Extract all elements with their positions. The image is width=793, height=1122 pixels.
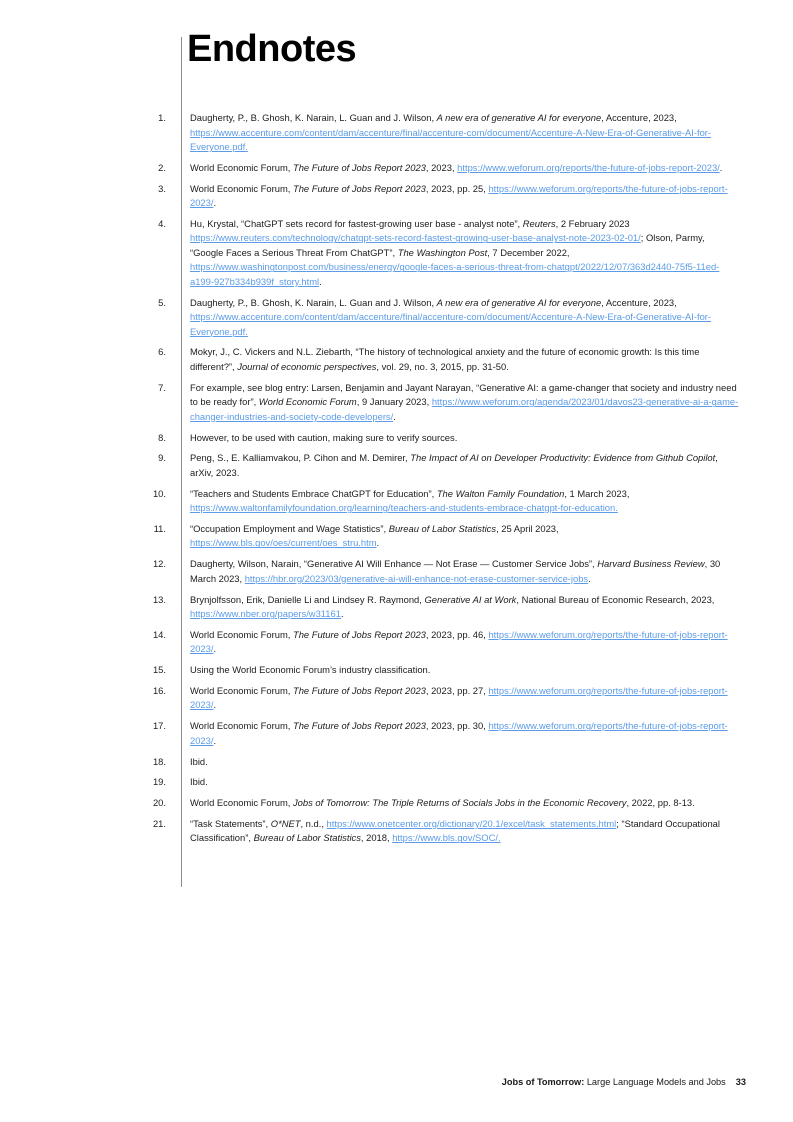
endnote-link[interactable]: https://www.accenture.com/content/dam/accenture/final/accenture-com/document/Accenture-A-New-Era-of-Generative-AI-for-Everyone.pdf.: [190, 126, 712, 152]
endnote-text: [190, 797, 695, 808]
endnote-text-segment: , 2023, pp. 46,: [425, 628, 489, 640]
endnote-number: 18.: [152, 755, 166, 767]
endnote-number: 3.: [158, 182, 166, 194]
endnote-text-segment: , National Bureau of Economic Research, 2023,: [516, 593, 715, 605]
footer-report-name: Jobs of Tomorrow:: [501, 1077, 585, 1087]
endnote-link[interactable]: https://www.weforum.org/reports/the-future-of-jobs-report-2023/: [190, 182, 728, 209]
endnote-text: [190, 756, 208, 767]
endnote-text-segment: , 2018,: [360, 832, 393, 844]
endnote-number: 20.: [152, 797, 166, 809]
endnote-number: 17.: [152, 720, 166, 732]
endnote-item: [0, 345, 740, 374]
endnote-text-segment: “Occupation Employment and Wage Statistics”,: [190, 522, 389, 534]
endnote-source-title: The Future of Jobs Report 2023: [292, 720, 426, 732]
endnote-text-segment: , 30 March 2023,: [190, 558, 721, 584]
endnote-item: [0, 431, 740, 446]
page-title: Endnotes: [187, 28, 357, 70]
endnote-text-segment: , vol. 29, no. 3, 2015, pp. 31-50.: [376, 360, 509, 372]
endnote-source-title: The Future of Jobs Report 2023: [292, 628, 426, 640]
endnote-text-segment: .: [213, 699, 217, 711]
endnote-text: [190, 112, 711, 152]
endnote-number: 4.: [158, 217, 166, 229]
endnote-number: 11.: [153, 522, 166, 534]
endnote-link[interactable]: https://www.weforum.org/reports/the-future-of-jobs-report-2023/: [190, 684, 728, 711]
endnote-number: 15.: [152, 664, 166, 676]
endnote-text-segment: , 2023, pp. 30,: [425, 720, 489, 732]
page-number: 33: [735, 1077, 746, 1087]
endnote-text-segment: , 2022, pp. 8-13.: [626, 797, 695, 809]
endnote-number: 14.: [152, 628, 166, 640]
endnote-text: [190, 558, 720, 584]
endnote-text-segment: .: [213, 197, 217, 209]
endnote-text: [190, 346, 699, 372]
endnote-text-segment: Daugherty, P., B. Ghosh, K. Narain, L. Guan and J. Wilson,: [190, 296, 437, 308]
endnote-item: [0, 217, 740, 290]
endnote-text-segment: .: [213, 643, 217, 655]
endnote-text: [190, 432, 457, 443]
endnote-number: 21.: [152, 817, 166, 829]
endnote-item: [0, 557, 740, 586]
endnote-text-segment: , arXiv, 2023.: [190, 452, 718, 478]
endnote-text-segment: Ibid.: [190, 755, 208, 767]
endnote-source-title: Journal of economic perspectives: [237, 360, 377, 372]
endnote-link[interactable]: https://www.weforum.org/reports/the-future-of-jobs-report-2023/: [457, 161, 720, 173]
endnote-text-segment: Mokyr, J., C. Vickers and N.L. Ziebarth, “The history of technological anxiety and the future of economic growth: Is this time different?”,: [190, 346, 700, 372]
endnote-text-segment: Using the World Economic Forum’s industry classification.: [190, 664, 431, 676]
endnote-number: 19.: [152, 776, 166, 788]
endnote-item: [0, 628, 740, 657]
endnote-text-segment: , n.d.,: [300, 817, 327, 829]
endnote-link[interactable]: https://www.weforum.org/agenda/2023/01/davos23-generative-ai-a-game-changer-industries-and-society-code-developers/: [190, 396, 739, 422]
endnote-text-segment: “Teachers and Students Embrace ChatGPT for Education”,: [190, 487, 437, 499]
endnote-source-title: A new era of generative AI for everyone: [436, 296, 602, 308]
endnote-number: 8.: [158, 431, 166, 443]
endnote-text-segment: ; Olson, Parmy, “Google Faces a Serious Threat From ChatGPT”,: [190, 232, 705, 258]
endnote-number: 16.: [152, 684, 166, 696]
endnote-item: [0, 451, 740, 480]
endnote-text-segment: .: [319, 275, 322, 287]
endnote-number: 7.: [158, 381, 166, 393]
endnote-source-title: The Walton Family Foundation: [436, 487, 565, 499]
endnote-link[interactable]: https://www.washingtonpost.com/business/energy/google-faces-a-serious-threat-from-chatgpt/2022/12/07/363d2440-75f5-11ed-a199-927b334b939f_story.html: [190, 261, 720, 287]
endnote-text-segment: Hu, Krystal, “ChatGPT sets record for fastest-growing user base - analyst note”,: [190, 217, 523, 229]
endnote-item: [0, 684, 740, 713]
endnote-number: 10.: [152, 487, 166, 499]
endnote-text-segment: , 2023, pp. 25,: [425, 182, 489, 194]
endnote-text-segment: , 7 December 2022,: [487, 246, 570, 258]
endnote-source-title: World Economic Forum: [258, 396, 357, 408]
endnote-text-segment: .: [340, 608, 344, 620]
endnote-text-segment: .: [393, 410, 396, 422]
endnote-text-segment: World Economic Forum,: [190, 628, 293, 640]
footer-subtitle: Large Language Models and Jobs: [584, 1077, 726, 1087]
endnote-item: [0, 522, 740, 551]
endnote-number: 2.: [158, 161, 166, 173]
endnote-text-segment: World Economic Forum,: [190, 720, 293, 732]
endnote-link[interactable]: https://www.weforum.org/reports/the-future-of-jobs-report-2023/: [190, 628, 728, 655]
endnote-text: [190, 629, 728, 655]
endnote-text-segment: World Economic Forum,: [190, 182, 293, 194]
endnote-text: [190, 162, 722, 173]
endnote-text-segment: , Accenture, 2023,: [601, 112, 677, 123]
endnote-text-segment: Ibid.: [190, 776, 208, 788]
endnote-text-segment: .: [376, 537, 380, 549]
endnote-text-segment: Brynjolfsson, Erik, Danielle Li and Lindsey R. Raymond,: [190, 593, 425, 605]
endnote-source-title: The Future of Jobs Report 2023: [292, 684, 426, 696]
endnote-text-segment: Daugherty, Wilson, Narain, “Generative AI Will Enhance — Not Erase — Customer Service Jobs”,: [190, 558, 598, 570]
endnote-text-segment: ; “Standard Occupational Classification”,: [190, 817, 720, 844]
endnote-link[interactable]: https://www.reuters.com/technology/chatgpt-sets-record-fastest-growing-user-base-analyst-note-2023-02-01/: [190, 232, 641, 244]
endnote-text: [190, 218, 719, 287]
endnote-text: [190, 183, 728, 209]
endnote-source-title: The Impact of AI on Developer Productivity: Evidence from Github Copilot: [410, 452, 716, 464]
endnote-link[interactable]: https://hbr.org/2023/03/generative-ai-will-enhance-not-erase-customer-service-jobs: [244, 572, 589, 584]
endnote-text-segment: , 2023, pp. 27,: [425, 684, 489, 696]
endnote-text-segment: World Economic Forum,: [190, 161, 293, 173]
endnote-text-segment: .: [588, 572, 591, 584]
endnote-number: 5.: [158, 296, 166, 308]
endnote-text-segment: .: [719, 161, 723, 173]
endnote-item: [0, 182, 740, 211]
endnote-text-segment: , 1 March 2023,: [564, 487, 630, 499]
endnote-text: [190, 685, 728, 711]
endnote-link[interactable]: https://www.bls.gov/SOC/.: [392, 832, 501, 844]
endnote-text-segment: For example, see blog entry: Larsen, Benjamin and Jayant Narayan, “Generative AI: a game-changer that society and industry need to be ready for”,: [190, 381, 737, 408]
endnote-text-segment: “Task Statements”,: [190, 817, 271, 829]
endnote-source-title: O*NET: [270, 817, 301, 829]
endnote-text-segment: .: [213, 734, 217, 746]
endnote-text-segment: , 2 February 2023: [555, 217, 630, 229]
endnote-item: [0, 487, 740, 516]
endnote-item: [0, 111, 740, 155]
endnote-source-title: Bureau of Labor Statistics: [388, 522, 497, 534]
endnote-text: [190, 720, 728, 746]
endnote-item: [0, 796, 740, 811]
endnote-item: [0, 775, 740, 790]
endnote-text-segment: , 25 April 2023,: [496, 522, 559, 534]
endnote-text-segment: , Accenture, 2023,: [601, 296, 677, 308]
endnote-item: [0, 296, 740, 340]
endnote-source-title: Generative AI at Work: [424, 593, 517, 605]
endnote-source-title: Bureau of Labor Statistics: [253, 832, 361, 844]
endnote-text: [190, 297, 711, 337]
endnote-item: [0, 755, 740, 770]
endnote-text: [190, 488, 629, 514]
endnote-item: [0, 719, 740, 748]
endnote-text: [190, 776, 208, 787]
endnotes-list: [0, 111, 793, 852]
endnote-link[interactable]: https://www.bls.gov/oes/current/oes_stru.htm: [190, 537, 377, 549]
endnote-number: 12.: [152, 558, 166, 570]
endnote-source-title: A new era of generative AI for everyone: [436, 112, 602, 123]
endnote-item: [0, 817, 740, 846]
endnote-text-segment: , 2023,: [425, 161, 458, 173]
endnote-link[interactable]: https://www.weforum.org/reports/the-future-of-jobs-report-2023/: [190, 720, 728, 746]
endnote-item: [0, 663, 740, 678]
endnote-text-segment: Peng, S., E. Kalliamvakou, P. Cihon and M. Demirer,: [190, 452, 411, 464]
page-footer: [502, 1077, 746, 1087]
endnote-link[interactable]: https://www.nber.org/papers/w31161: [190, 608, 341, 620]
endnote-item: [0, 593, 740, 622]
endnote-text: [190, 818, 720, 844]
endnote-source-title: The Future of Jobs Report 2023: [292, 161, 426, 173]
endnote-number: 6.: [158, 346, 166, 358]
endnote-source-title: The Washington Post: [397, 246, 488, 258]
endnote-text-segment: World Economic Forum,: [190, 684, 293, 696]
endnote-number: 9.: [158, 452, 166, 464]
endnote-link[interactable]: https://www.onetcenter.org/dictionary/20.1/excel/task_statements.html: [326, 817, 617, 829]
endnote-source-title: The Future of Jobs Report 2023: [292, 182, 426, 194]
endnote-text: [190, 594, 714, 620]
endnote-text-segment: Daugherty, P., B. Ghosh, K. Narain, L. Guan and J. Wilson,: [190, 112, 437, 123]
endnote-text-segment: , 9 January 2023,: [356, 396, 432, 408]
endnote-text: [190, 382, 738, 422]
endnote-text: [190, 664, 430, 675]
endnote-source-title: Jobs of Tomorrow: The Triple Returns of Socials Jobs in the Economic Recovery: [292, 797, 627, 809]
endnote-link[interactable]: https://www.accenture.com/content/dam/accenture/final/accenture-com/document/Accenture-A-New-Era-of-Generative-AI-for-Everyone.pdf.: [190, 311, 712, 337]
endnote-text: [190, 523, 559, 549]
endnote-number: 13.: [152, 593, 166, 605]
endnote-number: 1.: [158, 112, 166, 123]
endnote-item: [0, 161, 740, 176]
endnote-source-title: Harvard Business Review: [597, 558, 705, 570]
endnote-text: [190, 452, 718, 478]
endnote-text-segment: World Economic Forum,: [190, 797, 293, 809]
endnote-text-segment: However, to be used with caution, making sure to verify sources.: [190, 431, 458, 443]
endnote-source-title: Reuters: [522, 217, 556, 229]
endnote-item: [0, 381, 740, 425]
endnote-link[interactable]: https://www.waltonfamilyfoundation.org/learning/teachers-and-students-embrace-chatgpt-for-education.: [190, 502, 618, 514]
